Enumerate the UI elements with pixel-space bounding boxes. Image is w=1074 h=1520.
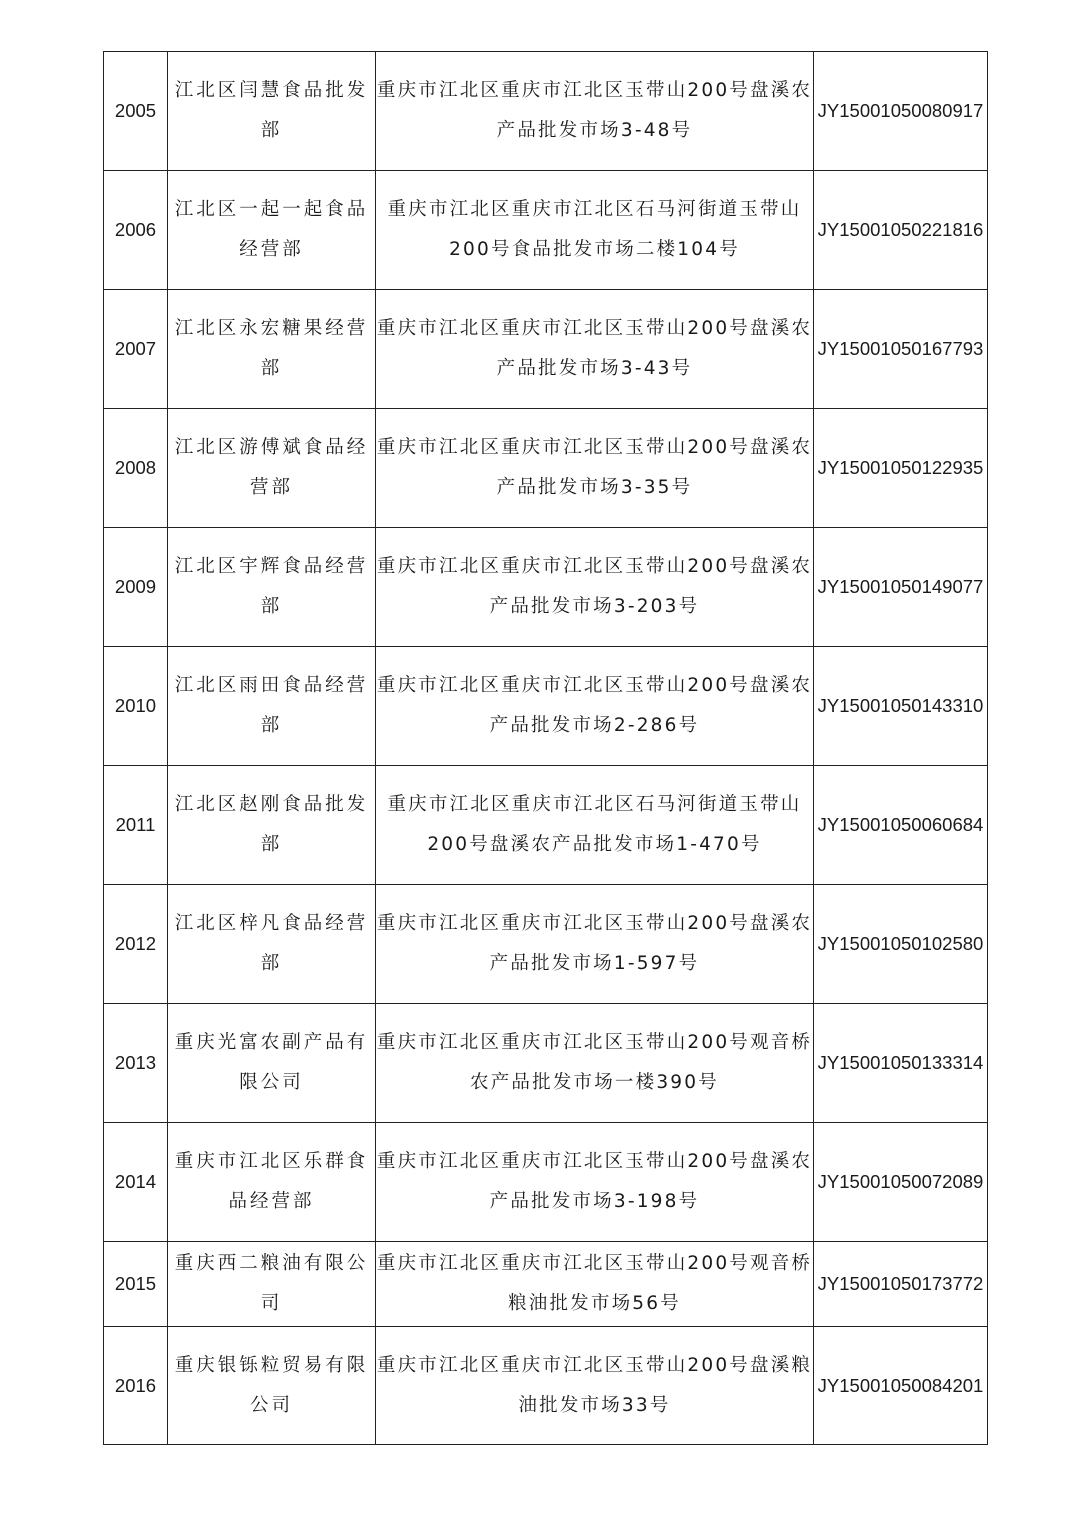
row-number: 2014 [104,1123,168,1242]
business-address: 重庆市江北区重庆市江北区玉带山200号盘溪农产品批发市场3-35号 [376,409,814,528]
business-address: 重庆市江北区重庆市江北区玉带山200号盘溪农产品批发市场2-286号 [376,647,814,766]
license-number: JY15001050167793 [814,290,988,409]
business-name: 江北区梓凡食品经营部 [168,885,376,1004]
row-number: 2011 [104,766,168,885]
row-number: 2005 [104,52,168,171]
business-name: 重庆西二粮油有限公司 [168,1242,376,1327]
business-address: 重庆市江北区重庆市江北区玉带山200号盘溪农产品批发市场3-203号 [376,528,814,647]
business-address: 重庆市江北区重庆市江北区石马河街道玉带山200号食品批发市场二楼104号 [376,171,814,290]
table-row [104,647,988,766]
license-number: JY15001050143310 [814,647,988,766]
row-number: 2015 [104,1242,168,1327]
license-number: JY15001050122935 [814,409,988,528]
business-address: 重庆市江北区重庆市江北区玉带山200号观音桥农产品批发市场一楼390号 [376,1004,814,1123]
row-number: 2009 [104,528,168,647]
table-row [104,885,988,1004]
business-name: 重庆银铄粒贸易有限公司 [168,1327,376,1445]
business-address: 重庆市江北区重庆市江北区玉带山200号盘溪农产品批发市场3-43号 [376,290,814,409]
license-number: JY15001050072089 [814,1123,988,1242]
license-number: JY15001050149077 [814,528,988,647]
business-address: 重庆市江北区重庆市江北区玉带山200号盘溪农产品批发市场3-48号 [376,52,814,171]
row-number: 2010 [104,647,168,766]
table-row [104,290,988,409]
table-row [104,52,988,171]
business-name: 江北区雨田食品经营部 [168,647,376,766]
table-row [104,1327,988,1445]
row-number: 2013 [104,1004,168,1123]
row-number: 2016 [104,1327,168,1445]
business-name: 江北区赵刚食品批发部 [168,766,376,885]
license-number: JY15001050221816 [814,171,988,290]
business-name: 重庆市江北区乐群食品经营部 [168,1123,376,1242]
business-name: 重庆光富农副产品有限公司 [168,1004,376,1123]
business-address: 重庆市江北区重庆市江北区玉带山200号盘溪粮油批发市场33号 [376,1327,814,1445]
business-address: 重庆市江北区重庆市江北区玉带山200号盘溪农产品批发市场3-198号 [376,1123,814,1242]
license-number: JY15001050084201 [814,1327,988,1445]
business-address: 重庆市江北区重庆市江北区玉带山200号观音桥粮油批发市场56号 [376,1242,814,1327]
business-address: 重庆市江北区重庆市江北区玉带山200号盘溪农产品批发市场1-597号 [376,885,814,1004]
business-address: 重庆市江北区重庆市江北区石马河街道玉带山200号盘溪农产品批发市场1-470号 [376,766,814,885]
business-name: 江北区闫慧食品批发部 [168,52,376,171]
table-row [104,766,988,885]
table-row [104,528,988,647]
license-number: JY15001050102580 [814,885,988,1004]
table-row [104,1123,988,1242]
row-number: 2012 [104,885,168,1004]
license-number: JY15001050080917 [814,52,988,171]
business-name: 江北区一起一起食品经营部 [168,171,376,290]
license-number: JY15001050133314 [814,1004,988,1123]
row-number: 2006 [104,171,168,290]
business-name: 江北区永宏糖果经营部 [168,290,376,409]
row-number: 2007 [104,290,168,409]
row-number: 2008 [104,409,168,528]
business-name: 江北区游傅斌食品经营部 [168,409,376,528]
table-row [104,1242,988,1327]
table-row [104,409,988,528]
business-registry-table [103,51,988,1445]
license-number: JY15001050060684 [814,766,988,885]
business-name: 江北区宇辉食品经营部 [168,528,376,647]
license-number: JY15001050173772 [814,1242,988,1327]
table-row [104,1004,988,1123]
table-row [104,171,988,290]
